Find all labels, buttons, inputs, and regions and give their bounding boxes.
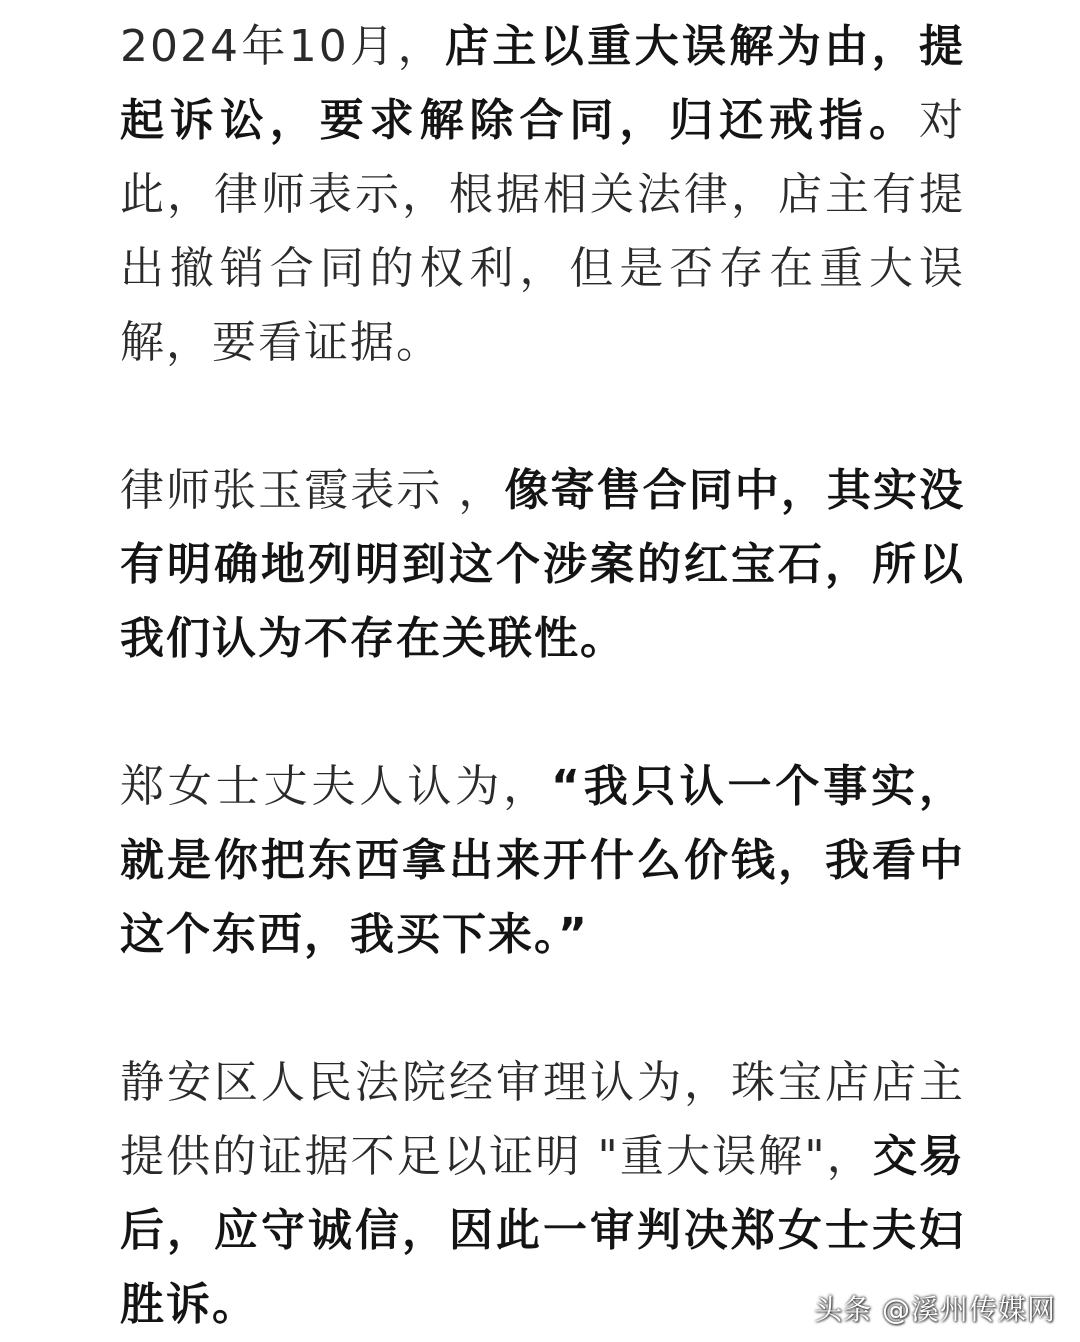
paragraph-bold-text: 像寄售合同中，其实没有明确地列明到这个涉案的红宝石，所以我们认为不存在关联性。 <box>120 465 965 664</box>
paragraph-husband <box>120 750 965 972</box>
paragraph-text: 律师张玉霞表示 ， <box>120 465 505 516</box>
paragraph-text: 对此，律师表示，根据相关法律，店主有提出撤销合同的权利，但是否存在重大误解，要看证据。 <box>120 95 965 368</box>
article-body <box>120 10 965 1342</box>
paragraph-bold-text: 店主以重大误解为由，提起诉讼，要求解除合同，归还戒指。 <box>120 21 966 146</box>
paragraph-bold-text: 交易后，应守诚信，因此一审判决郑女士夫妇胜诉。 <box>120 1131 965 1330</box>
paragraph-text: 2024年10月， <box>120 21 445 72</box>
paragraph-bold-text: “我只认一个事实，就是你把东西拿出来开什么价钱，我看中这个东西，我买下来。” <box>120 761 965 960</box>
paragraph-lawyer <box>120 454 965 676</box>
paragraph-text: 静安区人民法院经审理认为，珠宝店店主提供的证据不足以证明 "重大误解"， <box>120 1057 965 1182</box>
paragraph-lawsuit <box>120 10 965 380</box>
paragraph-text: 郑女士丈夫人认为， <box>120 761 551 812</box>
watermark: 头条 @溪州传媒网 <box>814 1293 1056 1326</box>
